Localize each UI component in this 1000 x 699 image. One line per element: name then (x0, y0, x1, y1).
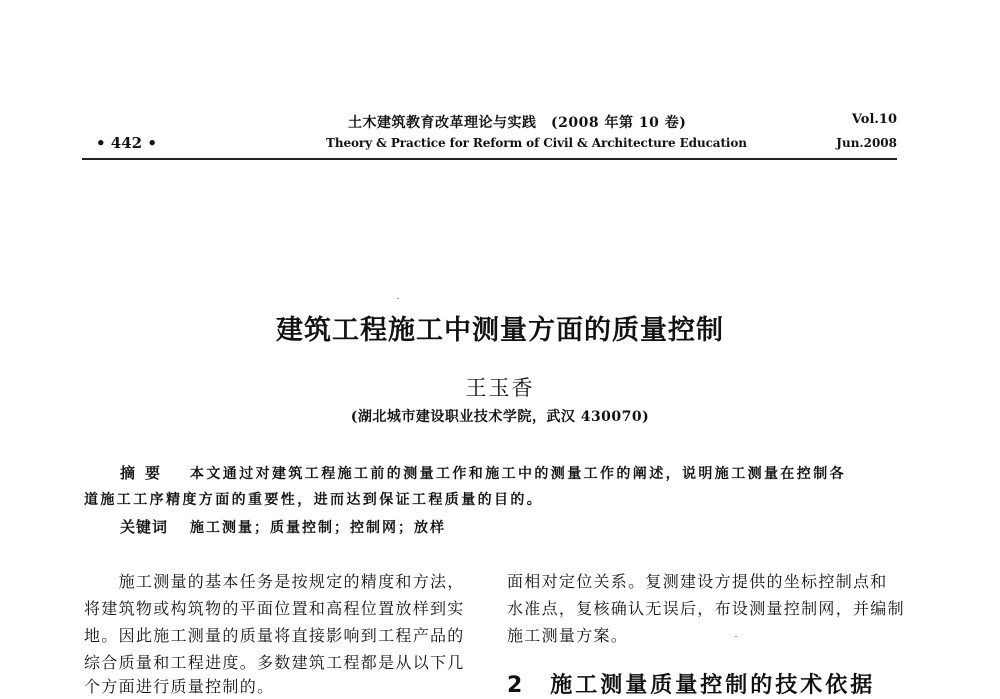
body-text-line: 将建筑物或构筑物的平面位置和高程位置放样到实 (84, 599, 465, 618)
abstract-text-line: 道施工工序精度方面的重要性，进而达到保证工程质量的目的。 (84, 492, 544, 508)
body-text-line: 个方面进行质量控制的。 (84, 677, 275, 696)
article-author: 王玉香 (465, 376, 535, 400)
article-title: 建筑工程施工中测量方面的质量控制 (276, 315, 724, 346)
page-number: • 442 • (96, 134, 157, 152)
body-text-line: 综合质量和工程进度。多数建筑工程都是从以下几 (84, 653, 465, 672)
section-heading: 2 施工测量质量控制的技术依据 (507, 673, 876, 698)
journal-title-en: Theory & Practice for Reform of Civil & Architecture Education (326, 136, 747, 150)
journal-title-cn: 土木建筑教育改革理论与实践 (2008 年第 10 卷) (348, 115, 687, 131)
header-divider (82, 158, 897, 160)
keywords-label: 关键词 (120, 518, 169, 536)
issue-date: Jun.2008 (836, 136, 897, 150)
body-text-line: 地。因此施工测量的质量将直接影响到工程产品的 (84, 626, 465, 645)
scan-speck (397, 298, 399, 299)
author-affiliation: (湖北城市建设职业技术学院，武汉 430070) (350, 409, 650, 425)
volume-label: Vol.10 (851, 112, 897, 127)
keywords-text: 施工测量；质量控制；控制网；放样 (190, 520, 446, 536)
body-text-line: 水准点，复核确认无误后，布设测量控制网，并编制 (507, 599, 905, 618)
abstract-label: 摘要 (120, 464, 171, 482)
body-text-line: 施工测量方案。 (507, 626, 629, 645)
abstract-text-line: 本文通过对建筑工程施工前的测量工作和施工中的测量工作的阐述，说明施工测量在控制各 (190, 466, 846, 482)
body-text-line: 面相对定位关系。复测建设方提供的坐标控制点和 (507, 572, 888, 591)
body-text-line: 施工测量的基本任务是按规定的精度和方法， (84, 572, 465, 591)
scan-speck (735, 636, 737, 637)
